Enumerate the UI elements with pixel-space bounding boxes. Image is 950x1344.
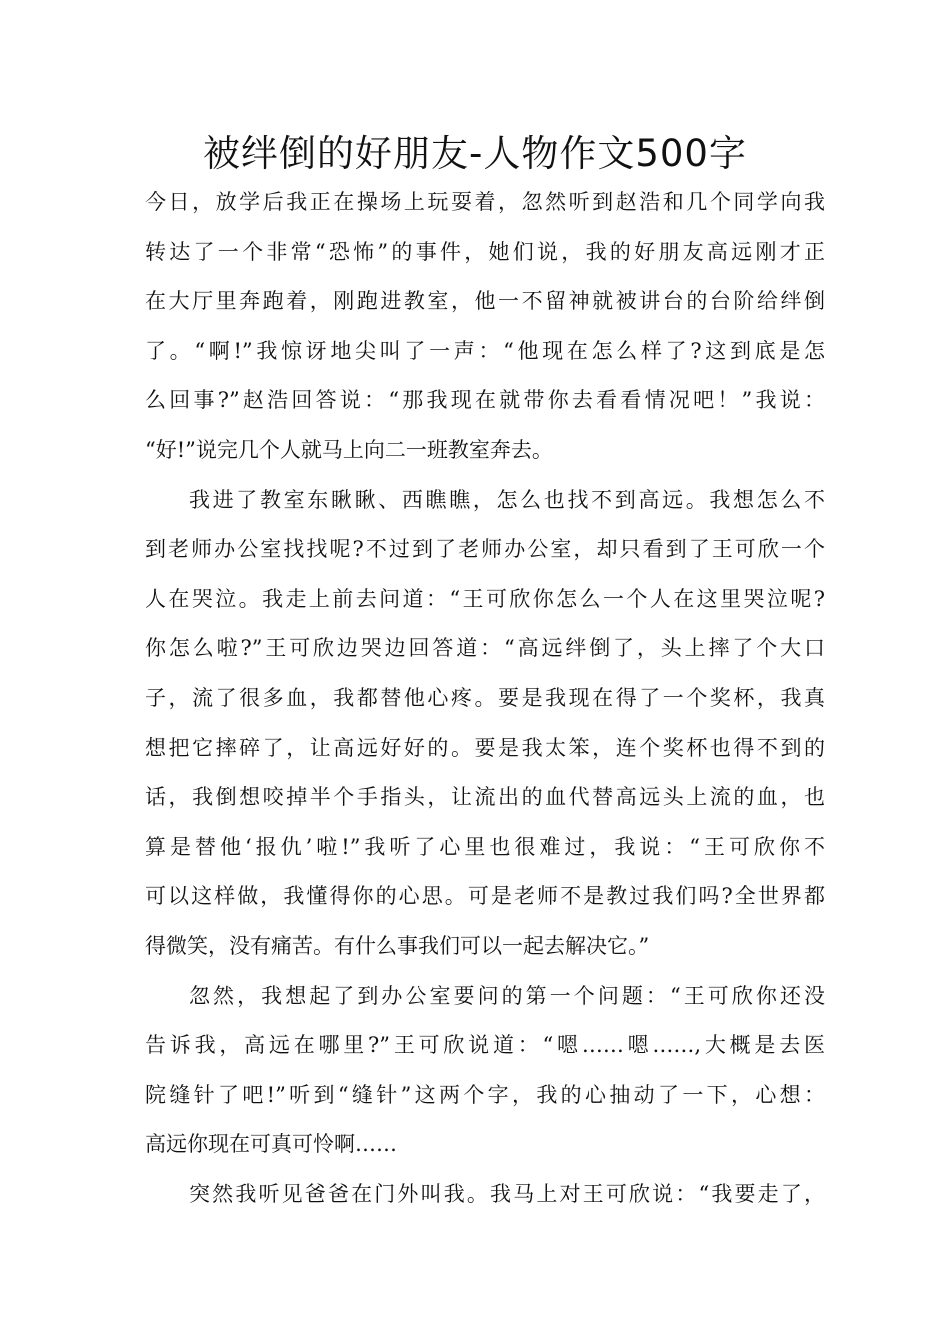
text-line: 到老师办公室找找呢?不过到了老师办公室，却只看到了王可欣一个 <box>145 537 825 562</box>
text-line: 今日，放学后我正在操场上玩耍着，忽然听到赵浩和几个同学向我 <box>145 190 825 214</box>
text-line: 告诉我，高远在哪里?”王可欣说道：“嗯……嗯……,大概是去医 <box>145 1033 825 1058</box>
text-line: 忽然，我想起了到办公室要问的第一个问题：“王可欣你还没 <box>189 983 825 1008</box>
text-line: 我进了教室东瞅瞅、西瞧瞧，怎么也找不到高远。我想怎么不 <box>189 487 825 512</box>
text-line: 你怎么啦?”王可欣边哭边回答道：“高远绊倒了，头上摔了个大口 <box>145 636 825 661</box>
text-line: “好!”说完几个人就马上向二一班教室奔去。 <box>145 437 553 462</box>
text-line: 子，流了很多血，我都替他心疼。要是我现在得了一个奖杯，我真 <box>145 685 825 710</box>
text-line: 得微笑，没有痛苦。有什么事我们可以一起去解决它。” <box>145 933 650 958</box>
text-line: 话，我倒想咬掉半个手指头，让流出的血代替高远头上流的血，也 <box>145 785 825 810</box>
text-line: 突然我听见爸爸在门外叫我。我马上对王可欣说：“我要走了， <box>189 1181 825 1206</box>
text-line: 算是替他‘报仇’啦!”我听了心里也很难过，我说：“王可欣你不 <box>145 834 825 859</box>
text-line: 么回事?”赵浩回答说：“那我现在就带你去看看情况吧！”我说： <box>145 388 825 413</box>
document-body <box>145 178 825 1219</box>
text-line: 高远你现在可真可怜啊…… <box>145 1132 397 1157</box>
text-line: 人在哭泣。我走上前去问道：“王可欣你怎么一个人在这里哭泣呢? <box>145 586 825 611</box>
text-line: 想把它摔碎了，让高远好好的。要是我太笨，连个奖杯也得不到的 <box>145 735 825 760</box>
text-line: 转达了一个非常“恐怖”的事件，她们说，我的好朋友高远刚才正 <box>145 239 825 264</box>
text-line: 院缝针了吧!”听到“缝针”这两个字，我的心抽动了一下，心想： <box>145 1082 825 1107</box>
text-line: 了。“啊!”我惊讶地尖叫了一声：“他现在怎么样了?这到底是怎 <box>145 338 825 363</box>
document-title: 被绊倒的好朋友-人物作文500字 <box>203 132 747 175</box>
text-line: 可以这样做，我懂得你的心思。可是老师不是教过我们吗?全世界都 <box>145 884 825 909</box>
text-line: 在大厅里奔跑着，刚跑进教室，他一不留神就被讲台的台阶给绊倒 <box>145 289 825 314</box>
